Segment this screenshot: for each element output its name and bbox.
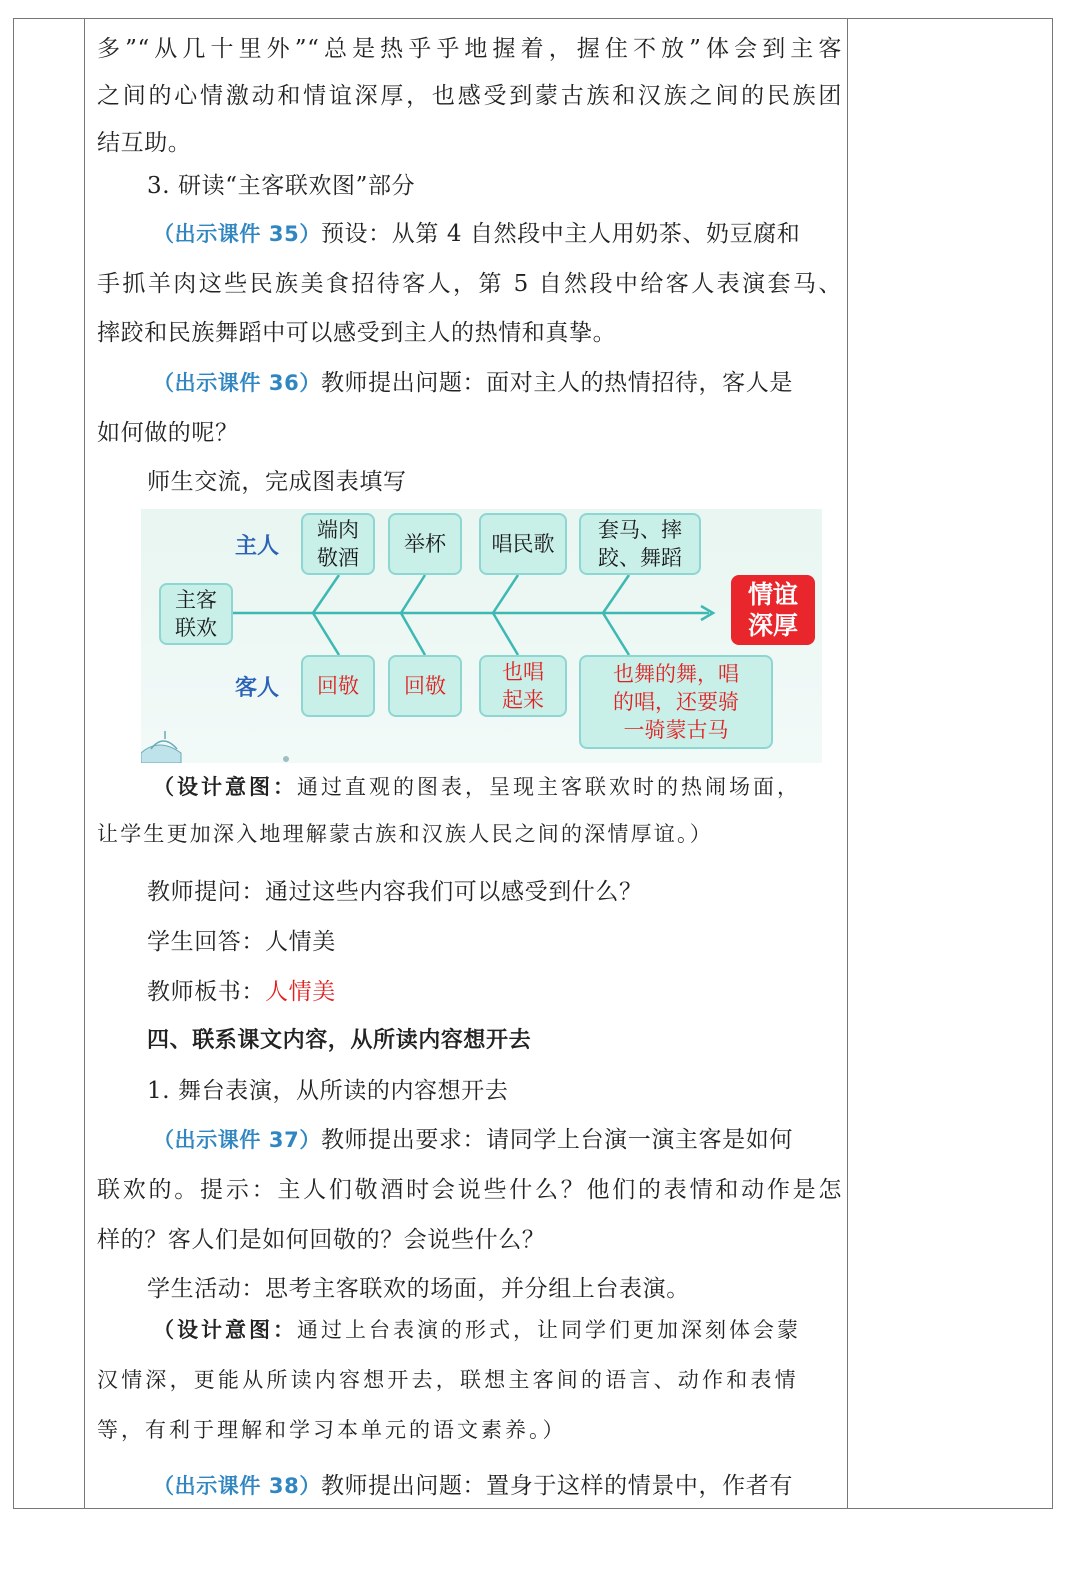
blackboard-line: [147, 977, 842, 1007]
courseware-paragraph: [153, 368, 842, 398]
text-line: 学生回答：人情美: [147, 929, 336, 955]
bone-line: [313, 613, 339, 655]
guest-row-label: 客人: [235, 676, 280, 701]
text-span: 教师板书：: [147, 979, 265, 1005]
host-item: 端肉 敬酒: [301, 513, 375, 575]
table-divider-left: [84, 19, 85, 1508]
design-intent: [153, 1315, 842, 1345]
section-heading: 3. 研读“主客联欢图”部分: [147, 173, 416, 199]
bone-line: [313, 575, 339, 613]
text-line: 结互助。: [97, 130, 192, 156]
text-line: 汉情深，更能从所读内容想开去，联想主客间的语言、动作和表情: [97, 1368, 799, 1392]
bone-line: [401, 613, 425, 655]
courseware-paragraph: [153, 219, 842, 249]
courseware-paragraph: [153, 1125, 842, 1155]
table-divider-right: [847, 19, 848, 1508]
text-line: 摔跤和民族舞蹈中可以感受到主人的热情和真挚。: [97, 320, 617, 346]
text-line: 联欢的。提示：主人们敬酒时会说些什么？他们的表情和动作是怎: [97, 1177, 842, 1203]
design-label: （设计意图：: [153, 1317, 297, 1342]
yurt-decoration: [141, 723, 301, 763]
bone-line: [603, 613, 629, 655]
text-span: 预设：从第 4 自然段中主人用奶茶、奶豆腐和: [320, 221, 801, 247]
text-line: 师生交流，完成图表填写: [147, 469, 407, 495]
text-line: 手抓羊肉这些民族美食招待客人，第 5 自然段中给客人表演套马、: [97, 271, 842, 297]
text-line: 如何做的呢？: [97, 420, 239, 446]
text-line: 多”“从几十里外”“总是热乎乎地握着，握住不放”体会到主客: [97, 36, 842, 62]
text-line: 教师提问：通过这些内容我们可以感受到什么？: [147, 879, 643, 905]
bone-line: [493, 613, 518, 655]
design-intent: [153, 772, 842, 802]
text-line: 让学生更加深入地理解蒙古族和汉族人民之间的深情厚谊。）: [97, 822, 713, 846]
blackboard-text: 人情美: [265, 979, 336, 1005]
text-span: 教师提出问题：面对主人的热情招待，客人是: [320, 370, 793, 396]
fishbone-diagram: [141, 509, 822, 763]
text-span: 教师提出要求：请同学上台演一演主客是如何: [320, 1127, 793, 1153]
guest-item: 也唱 起来: [479, 655, 567, 717]
guest-item: 回敬: [388, 655, 462, 717]
host-item: 套马、摔 跤、舞蹈: [579, 513, 701, 575]
courseware-tag: （出示课件 37）: [153, 1128, 321, 1152]
courseware-tag: （出示课件 38）: [153, 1474, 321, 1498]
courseware-tag: （出示课件 35）: [153, 222, 321, 246]
text-span: 通过上台表演的形式，让同学们更加深刻体会蒙: [297, 1318, 801, 1342]
design-label: （设计意图：: [153, 774, 297, 799]
bone-line: [401, 575, 425, 613]
bone-line: [493, 575, 518, 613]
text-line: 等，有利于理解和学习本单元的语文素养。）: [97, 1418, 567, 1442]
text-span: 教师提出问题：置身于这样的情景中，作者有: [320, 1473, 793, 1499]
text-line: 1. 舞台表演，从所读的内容想开去: [147, 1078, 509, 1104]
text-span: 通过直观的图表，呈现主客联欢时的热闹场面，: [297, 775, 801, 799]
bone-line: [603, 575, 629, 613]
guest-item: 也舞的舞，唱 的唱，还要骑 一骑蒙古马: [579, 655, 773, 749]
text-line: 样的？客人们是如何回敬的？会说些什么？: [97, 1227, 546, 1253]
text-line: 学生活动：思考主客联欢的场面，并分组上台表演。: [147, 1276, 690, 1302]
guest-item: 回敬: [301, 655, 375, 717]
host-item: 唱民歌: [479, 513, 567, 575]
spine-label: 主客 联欢: [159, 583, 233, 645]
result-box: 情谊 深厚: [731, 575, 815, 645]
text-line: 之间的心情激动和情谊深厚，也感受到蒙古族和汉族之间的民族团: [97, 83, 842, 109]
courseware-paragraph: [153, 1471, 842, 1501]
courseware-tag: （出示课件 36）: [153, 371, 321, 395]
section-heading: 四、联系课文内容，从所读内容想开去: [147, 1028, 532, 1053]
host-row-label: 主人: [235, 534, 280, 559]
host-item: 举杯: [388, 513, 462, 575]
